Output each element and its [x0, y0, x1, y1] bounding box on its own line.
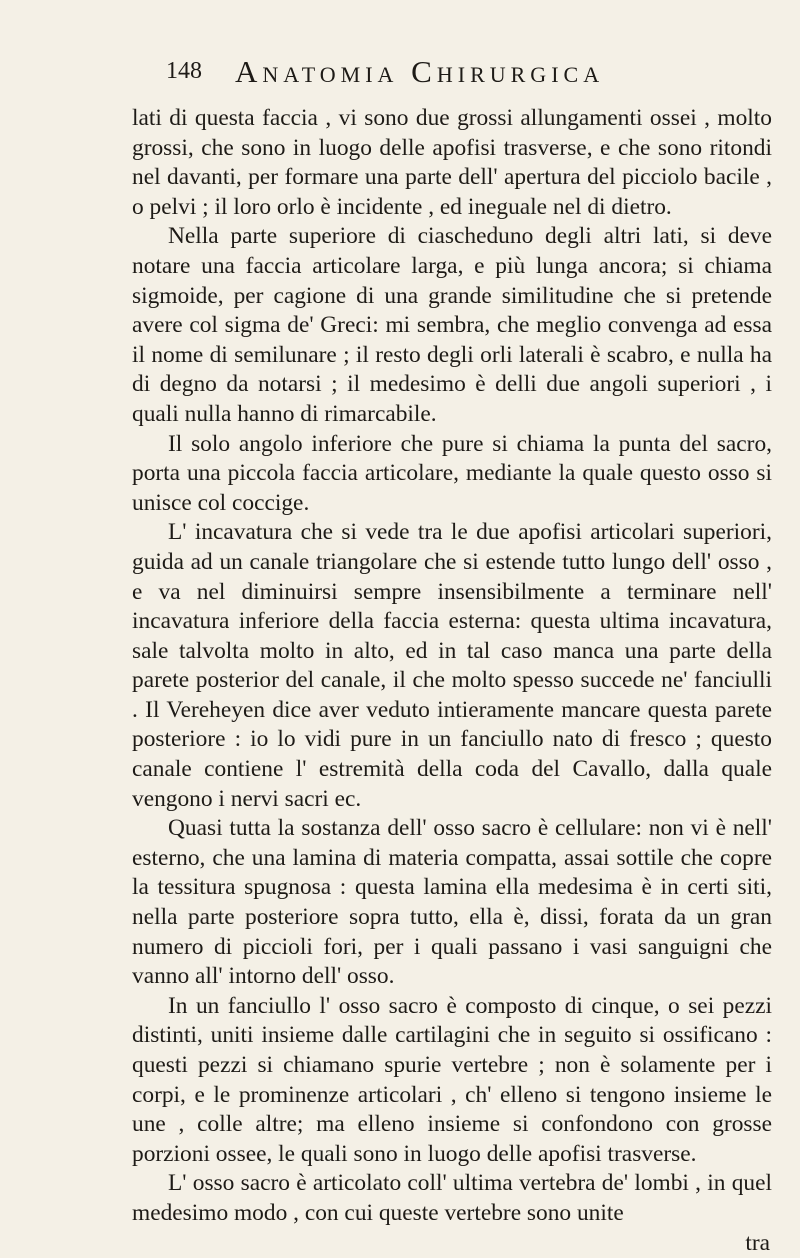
paragraph: L' incavatura che si vede tra le due apofisi articolari superiori, guida ad un canale triangolare che si estende tutto lungo dell' osso , e va nel diminuirsi sempre insensibilmente a terminare nell' incavatura inferiore della faccia esterna: questa ultima incavatura, sale talvolta molto in alto, ed in tal caso manca una parte della parete posterior del canale, il che molto spesso succede ne' fanciulli . Il Vereheyen dice aver veduto intieramente mancare questa parete posteriore : io lo vidi pure in un fanciullo nato di fresco ; questo canale contiene l' estremità della coda del Cavallo, dalla quale vengono i nervi sacri ec.	[132, 519, 772, 812]
running-title: Anatomia Chirurgica	[235, 54, 605, 89]
book-page	[132, 54, 772, 1258]
body-text	[132, 104, 772, 1229]
paragraph: L' osso sacro è articolato coll' ultima vertebra de' lombi , in quel medesimo modo , con cui queste vertebre sono unite	[132, 1170, 772, 1226]
paragraph: Quasi tutta la sostanza dell' osso sacro è cellulare: non vi è nell' esterno, che una lamina di materia compatta, assai sottile che copre la tessitura spugnosa : questa lamina ella medesima è in certi siti, nella parte posteriore sopra tutto, ella è, dissi, forata da un gran numero di piccioli fori, per i quali passano i vasi sanguigni che vanno all' intorno dell' osso.	[132, 815, 772, 990]
paragraph: In un fanciullo l' osso sacro è composto di cinque, o sei pezzi distinti, uniti insieme dalle cartilagini che in seguito si ossificano : questi pezzi si chiamano spurie vertebre ; non è solamente per i corpi, e le prominenze articolari , ch' elleno si tengono insieme le une , colle altre; ma elleno insieme si confondono con grosse porzioni ossee, le quali sono in luogo delle apofisi trasverse.	[132, 992, 772, 1167]
paragraph: lati di questa faccia , vi sono due grossi allungamenti ossei , molto grossi, che sono in luogo delle apofisi trasverse, e che sono ritondi nel davanti, per formare una parte dell' apertura del picciolo bacile , o pelvi ; il loro orlo è incidente , ed ineguale nel di dietro.	[132, 105, 772, 220]
paragraph: Il solo angolo inferiore che pure si chiama la punta del sacro, porta una piccola faccia articolare, mediante la quale questo osso si unisce col coccige.	[132, 430, 772, 516]
page-header	[132, 54, 772, 98]
paragraph: Nella parte superiore di ciascheduno degli altri lati, si deve notare una faccia articolare larga, e più lunga ancora; si chiama sigmoide, per cagione di una grande similitudine che si pretende avere col sigma de' Greci: mi sembra, che meglio convenga ad essa il nome di semilunare ; il resto degli orli laterali è scabro, e nulla ha di degno da notarsi ; il medesimo è delli due angoli superiori , i quali nulla hanno di rimarcabile.	[132, 223, 772, 427]
catchword: tra	[745, 1229, 770, 1256]
page-number: 148	[166, 58, 202, 84]
